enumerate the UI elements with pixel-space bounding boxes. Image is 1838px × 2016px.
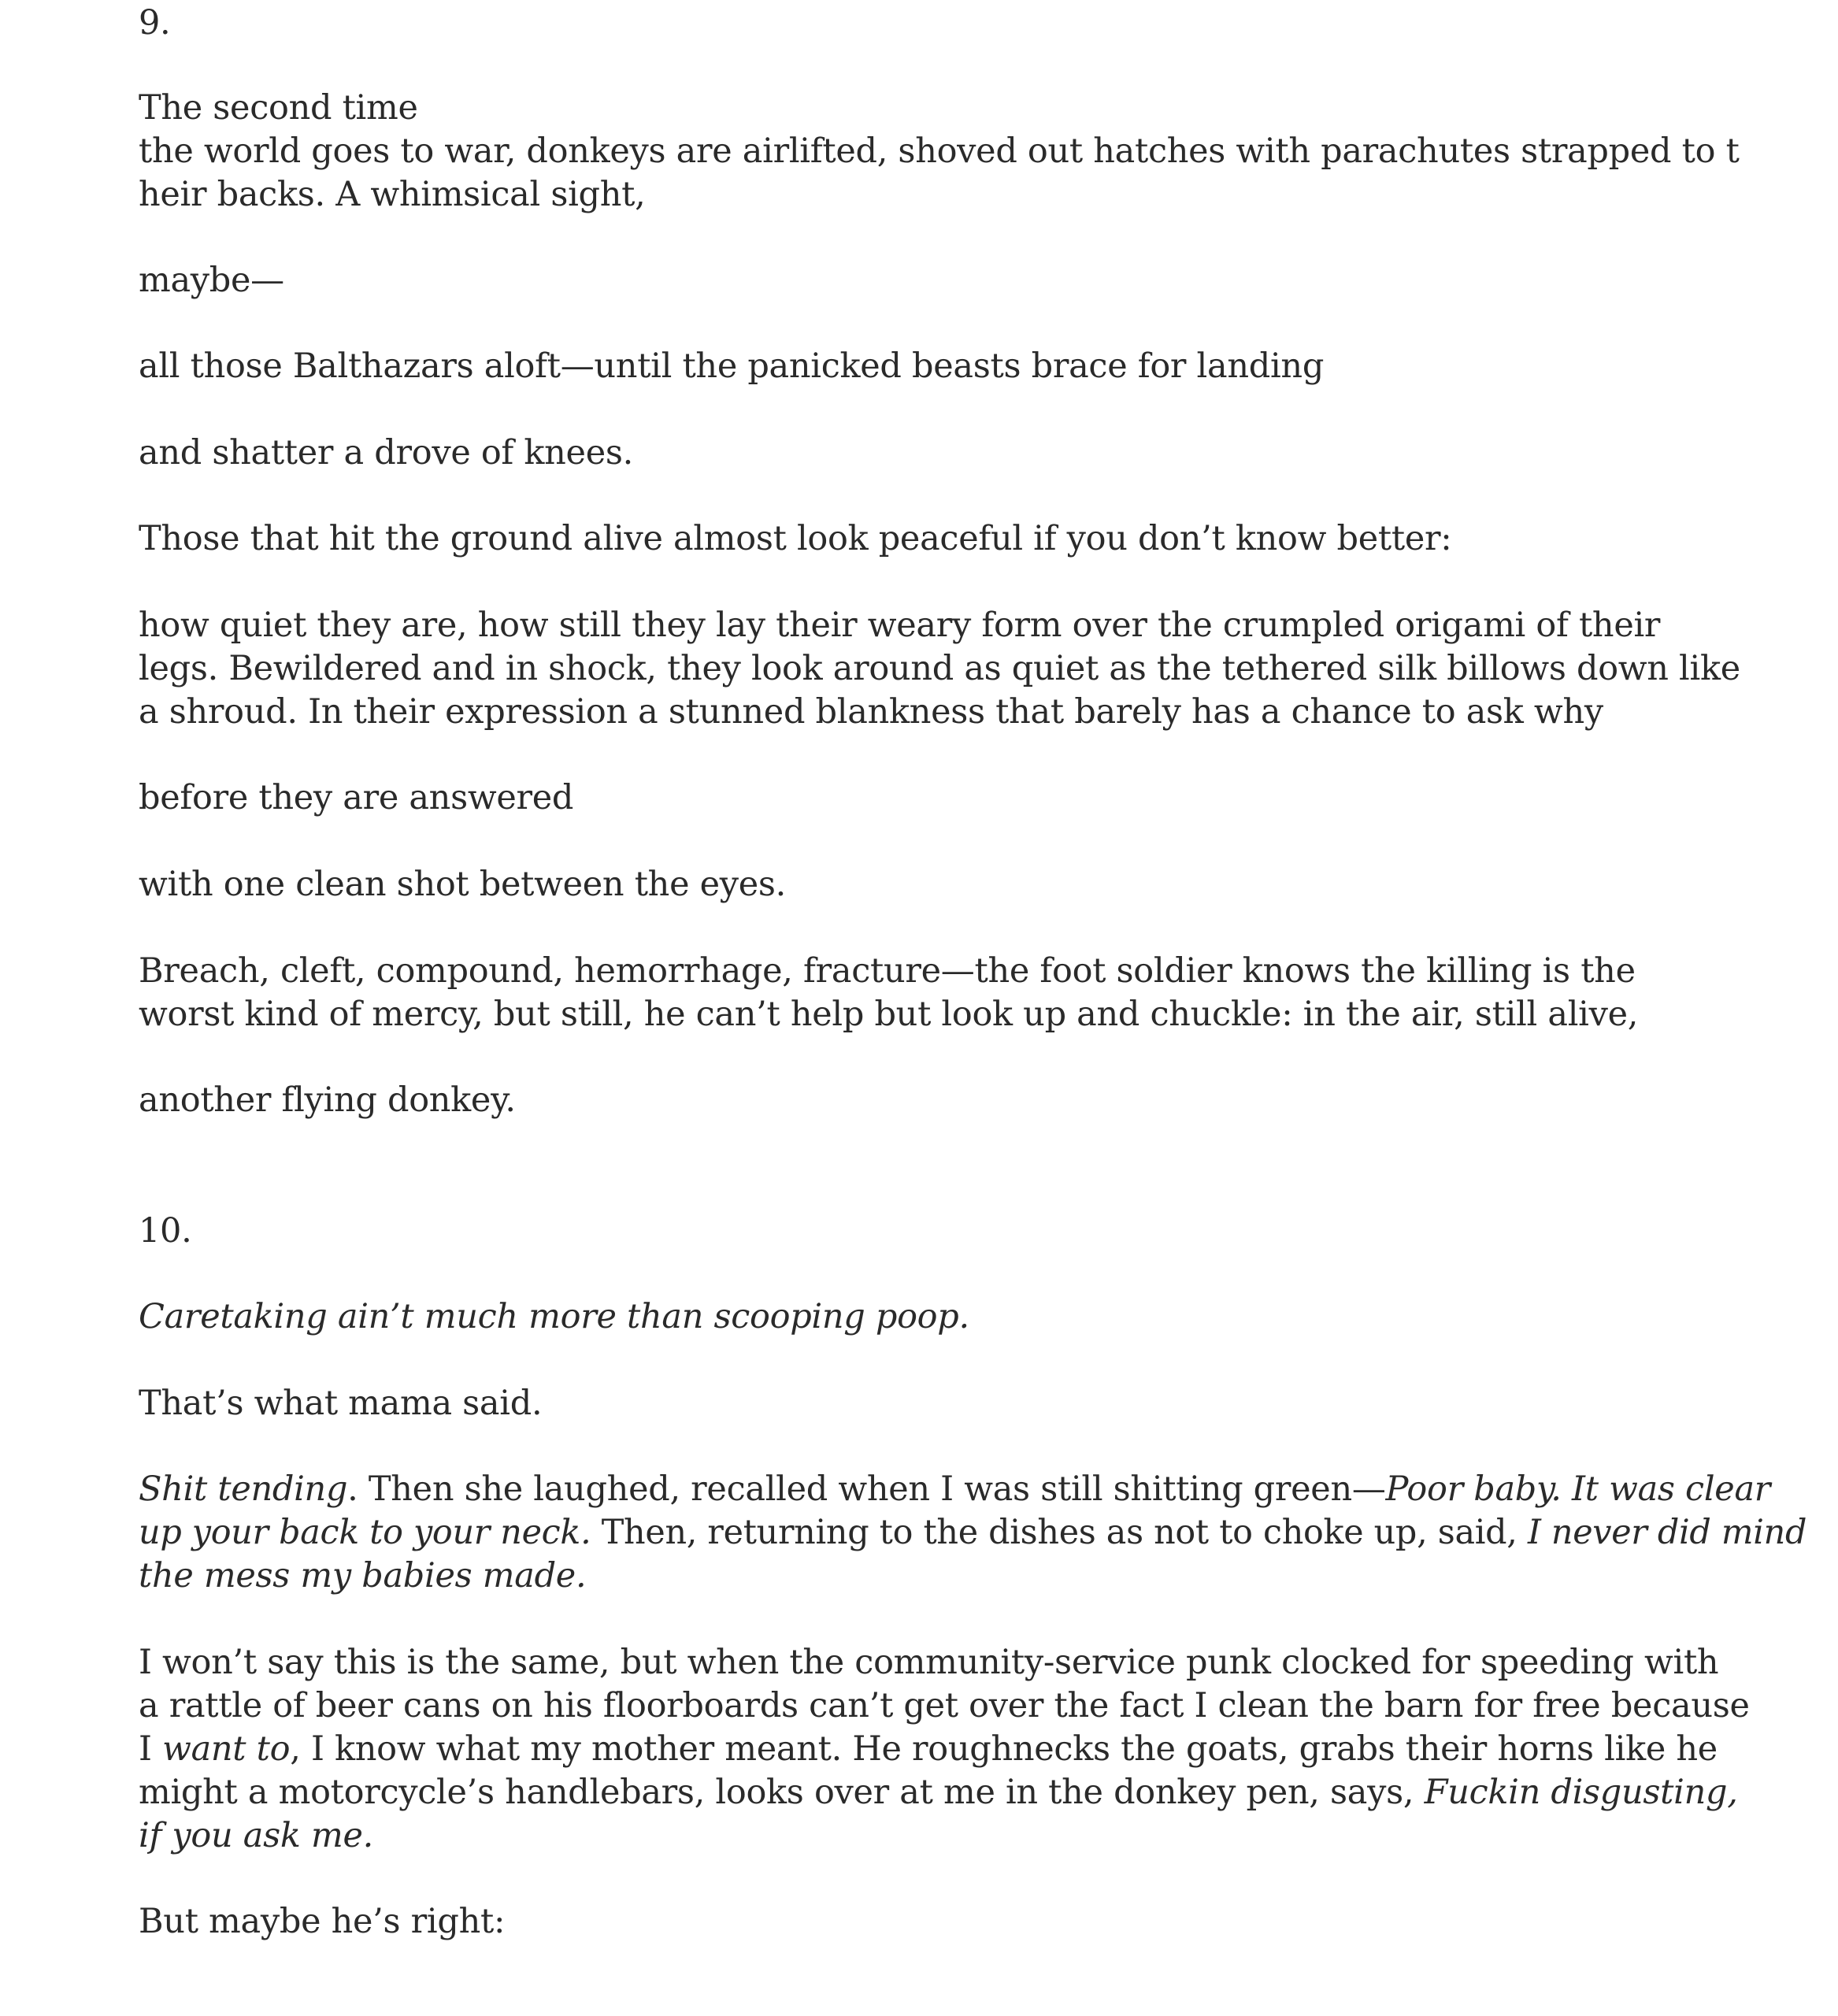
text-line: Those that hit the ground alive almost look peaceful if you don’t know better: [139, 519, 1452, 558]
text-span: might a motorcycle’s handlebars, looks over at me in the donkey pen, says, [139, 1773, 1425, 1812]
text-span: , I know what my mother meant. He roughnecks the goats, grabs their horns like he [290, 1729, 1718, 1769]
text-line: Caretaking ain’t much more than scooping poop. [139, 1297, 969, 1336]
text-line [139, 1728, 1718, 1771]
italic-span: want to [162, 1729, 291, 1769]
section-number: 10. [139, 1211, 192, 1251]
text-line: That’s what mama said. [139, 1384, 543, 1423]
text-line: I won’t say this is the same, but when the community-service punk clocked for speeding with [139, 1643, 1719, 1682]
text-line: another flying donkey. [139, 1080, 516, 1120]
text-line: But maybe he’s right: [139, 1902, 506, 1941]
italic-span: up your back to your neck. [139, 1513, 591, 1552]
section-number: 9. [139, 3, 171, 43]
text-line: before they are answered [139, 778, 574, 817]
text-span: Then, returning to the dishes as not to choke up, said, [591, 1513, 1528, 1552]
italic-span: Poor baby. It was clear [1385, 1469, 1771, 1509]
text-span: . Then she laughed, recalled when I was still shitting green— [347, 1469, 1386, 1509]
text-line: Breach, cleft, compound, hemorrhage, fracture—the foot soldier knows the killing is the [139, 951, 1636, 991]
text-span: I [139, 1729, 163, 1769]
text-line: legs. Bewildered and in shock, they look around as quiet as the tethered silk billows down like [139, 649, 1740, 688]
text-line: the mess my babies made. [139, 1556, 587, 1595]
italic-span: Fuckin disgusting, [1424, 1773, 1738, 1812]
text-line: a rattle of beer cans on his floorboards can’t get over the fact I clean the barn for free because [139, 1686, 1750, 1725]
text-line [139, 1468, 1770, 1511]
text-line: worst kind of mercy, but still, he can’t help but look up and chuckle: in the air, still alive, [139, 995, 1639, 1034]
text-line: all those Balthazars aloft—until the panicked beasts brace for landing [139, 346, 1325, 386]
italic-span: Shit tending [139, 1469, 348, 1509]
text-line: maybe— [139, 261, 284, 300]
text-line [139, 1771, 1738, 1814]
text-line: The second time [139, 88, 418, 128]
italic-span: I never did mind [1527, 1513, 1807, 1552]
text-line: how quiet they are, how still they lay their weary form over the crumpled origami of their [139, 606, 1661, 645]
text-line: a shroud. In their expression a stunned blankness that barely has a chance to ask why [139, 692, 1603, 732]
text-line: and shatter a drove of knees. [139, 433, 633, 472]
text-line: if you ask me. [139, 1816, 373, 1855]
text-line: heir backs. A whimsical sight, [139, 175, 646, 214]
text-line: the world goes to war, donkeys are airlifted, shoved out hatches with parachutes strapped to t [139, 132, 1740, 171]
text-line [139, 1511, 1807, 1555]
text-line: with one clean shot between the eyes. [139, 865, 787, 904]
